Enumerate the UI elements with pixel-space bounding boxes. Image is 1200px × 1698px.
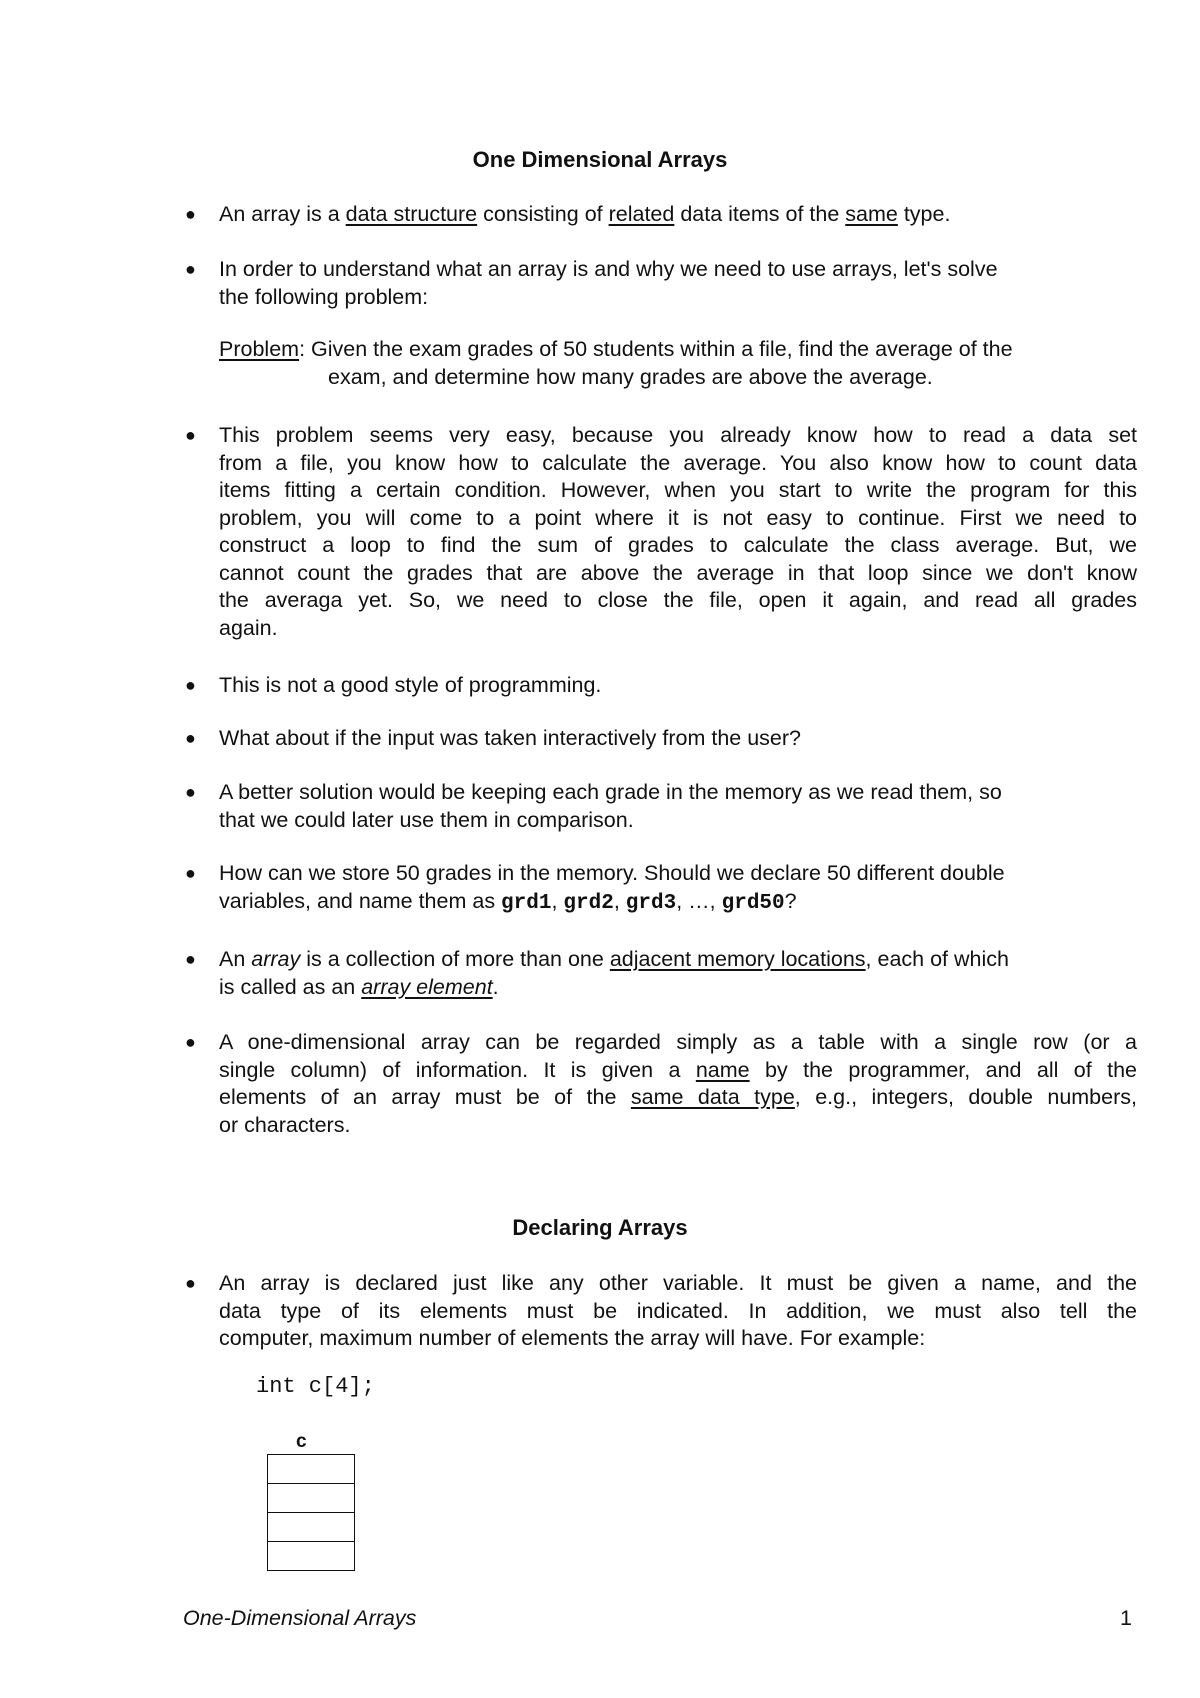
text-line: How can we store 50 grades in the memory. Should we declare 50 different double	[219, 861, 1005, 885]
array-cell	[267, 1541, 355, 1571]
text-line: In order to understand what an array is and why we need to use arrays, let's solve	[219, 257, 998, 281]
text-line: items fitting a certain condition. However, when you start to write the program for this	[219, 478, 1137, 502]
text: variables, and name them as	[219, 888, 502, 913]
section-title-declaring-arrays: Declaring Arrays	[512, 1215, 688, 1240]
text: .	[492, 974, 499, 999]
bullet-dot: ●	[185, 1273, 196, 1293]
text-line: again.	[219, 615, 278, 640]
underlined-italic-term: array element	[361, 974, 493, 999]
text-line: cannot count the grades that are above the average in that loop since we don't know	[219, 560, 1137, 585]
bullet-dot: ●	[185, 728, 196, 748]
text: elements of an array must be of the	[219, 1085, 631, 1109]
section-title-one-dimensional-arrays: One Dimensional Arrays	[472, 147, 728, 172]
text: type.	[897, 202, 951, 226]
code-variable: grd50	[721, 891, 785, 915]
bullet-problem-explanation	[185, 422, 1137, 642]
text-line: This problem seems very easy, because you already know how to read a data set	[219, 423, 1137, 447]
bullet-dot: ●	[185, 782, 196, 802]
text: , e.g., integers, double numbers,	[794, 1085, 1137, 1109]
text: ?	[784, 888, 797, 913]
text: data items of the	[674, 202, 846, 226]
text-line: construct a loop to find the sum of grades to calculate the class average. But, we	[219, 533, 1137, 557]
footer-title: One-Dimensional Arrays	[183, 1606, 417, 1630]
text-line: that we could later use them in comparison.	[219, 807, 634, 832]
text: An array is a	[219, 202, 346, 226]
underlined-term: data structure	[345, 202, 478, 226]
page-number: 1	[1120, 1606, 1132, 1630]
code-variable: grd1	[501, 891, 552, 915]
problem-statement	[219, 336, 1139, 391]
text-line: the following problem:	[219, 284, 429, 309]
bullet-understand-arrays	[185, 256, 1137, 311]
text: An	[219, 947, 252, 971]
array-cell	[267, 1483, 355, 1512]
problem-label: Problem	[219, 337, 300, 361]
text-line: A one-dimensional array can be regarded simply as a table with a single row (or a	[219, 1030, 1137, 1054]
code-example: int c[4];	[256, 1374, 375, 1399]
code-variable: grd3	[625, 891, 677, 915]
bullet-one-dimensional-table	[185, 1029, 1137, 1139]
bullet-dot: ●	[185, 425, 196, 445]
text: , each of which	[865, 947, 1009, 971]
text-line: This is not a good style of programming.	[219, 673, 602, 697]
bullet-dot: ●	[185, 949, 196, 969]
text-line: A better solution would be keeping each grade in the memory as we read them, so	[219, 780, 1002, 804]
underlined-term: same data type	[630, 1085, 795, 1109]
bullet-dot: ●	[185, 204, 196, 224]
text: consisting of	[477, 202, 609, 226]
bullet-interactive-input	[185, 725, 1137, 753]
text: by the programmer, and all of the	[749, 1057, 1137, 1082]
text-line: the averaga yet. So, we need to close the file, open it again, and read all grades	[219, 588, 1137, 612]
text: , …,	[676, 888, 722, 913]
array-cell	[267, 1454, 355, 1483]
text: ,	[551, 888, 564, 913]
bullet-array-collection	[185, 946, 1137, 1001]
bullet-better-solution	[185, 779, 1137, 834]
text-line: data type of its elements must be indicated. In addition, we must also tell the	[219, 1298, 1137, 1323]
text-line: computer, maximum number of elements the array will have. For example:	[219, 1326, 926, 1350]
array-label: c	[296, 1431, 307, 1452]
text: is called as an	[219, 974, 362, 999]
array-cell	[267, 1512, 355, 1541]
text: is a collection of more than one	[300, 947, 610, 971]
text-line: What about if the input was taken interactively from the user?	[219, 726, 801, 750]
text-line: exam, and determine how many grades are above the average.	[328, 364, 933, 389]
bullet-dot: ●	[185, 863, 196, 883]
text: : Given the exam grades of 50 students within a file, find the average of the	[299, 337, 1013, 361]
underlined-term: same	[845, 202, 898, 226]
bullet-store-grades	[185, 860, 1137, 917]
array-diagram	[267, 1454, 355, 1571]
underlined-term: related	[608, 202, 675, 226]
text: single column) of information. It is given a	[219, 1057, 696, 1082]
bullet-dot: ●	[185, 259, 196, 279]
underlined-term: name	[695, 1057, 750, 1082]
bullet-array-definition	[185, 201, 1137, 229]
text: ,	[613, 888, 626, 913]
text-line: or characters.	[219, 1112, 351, 1137]
code-variable: grd2	[563, 891, 614, 915]
bullet-dot: ●	[185, 1032, 196, 1052]
text-line: problem, you will come to a point where it is not easy to continue. First we need to	[219, 505, 1137, 530]
underlined-term: adjacent memory locations	[609, 947, 866, 971]
bullet-declaring	[185, 1270, 1137, 1353]
text-line: from a file, you know how to calculate the average. You also know how to count data	[219, 450, 1137, 475]
text-line: An array is declared just like any other variable. It must be given a name, and the	[219, 1271, 1137, 1295]
bullet-dot: ●	[185, 675, 196, 695]
italic-term: array	[251, 947, 301, 971]
bullet-not-good-style	[185, 672, 1137, 700]
